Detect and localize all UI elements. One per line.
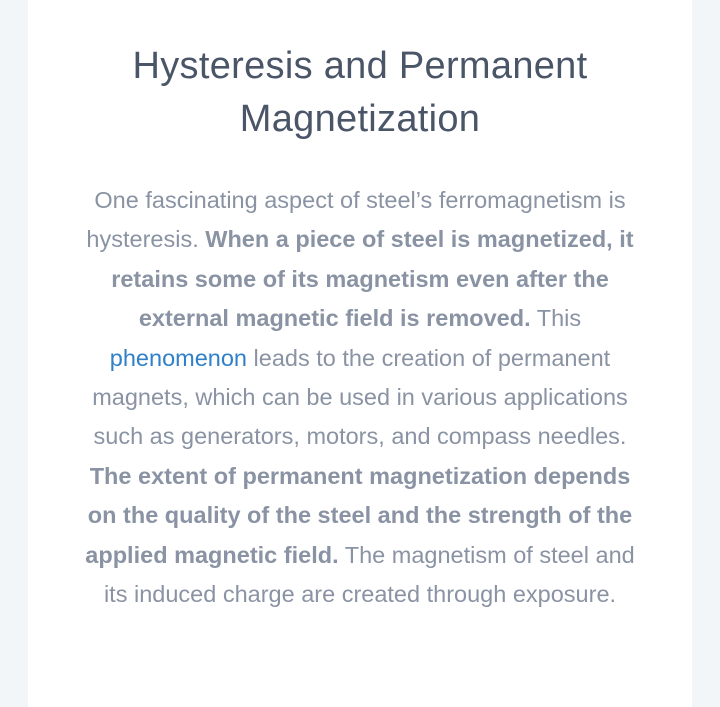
paragraph-bold-text-1: When a piece of steel is magnetized, it retains some of its magnetism even after the external magnetic field is removed. xyxy=(111,226,634,332)
article-paragraph xyxy=(80,181,640,614)
paragraph-bold-text-2: The extent of permanent magnetization depends on the quality of the steel and the strength of the applied magnetic field. xyxy=(85,462,633,568)
article-card xyxy=(28,0,692,707)
phenomenon-link[interactable]: phenomenon xyxy=(109,344,247,371)
article-heading: Hysteresis and Permanent Magnetization xyxy=(132,45,588,140)
paragraph-intro-text: One fascinating aspect of steel’s ferromagnetism is hysteresis. xyxy=(86,187,626,253)
paragraph-text-before-link: This xyxy=(536,305,582,332)
paragraph-outro-text: The magnetism of steel and its induced charge are created through exposure. xyxy=(103,541,635,608)
paragraph-text-after-link: leads to the creation of permanent magnets, which can be used in various applications such as generators, motors, and compass needles. xyxy=(92,344,628,450)
